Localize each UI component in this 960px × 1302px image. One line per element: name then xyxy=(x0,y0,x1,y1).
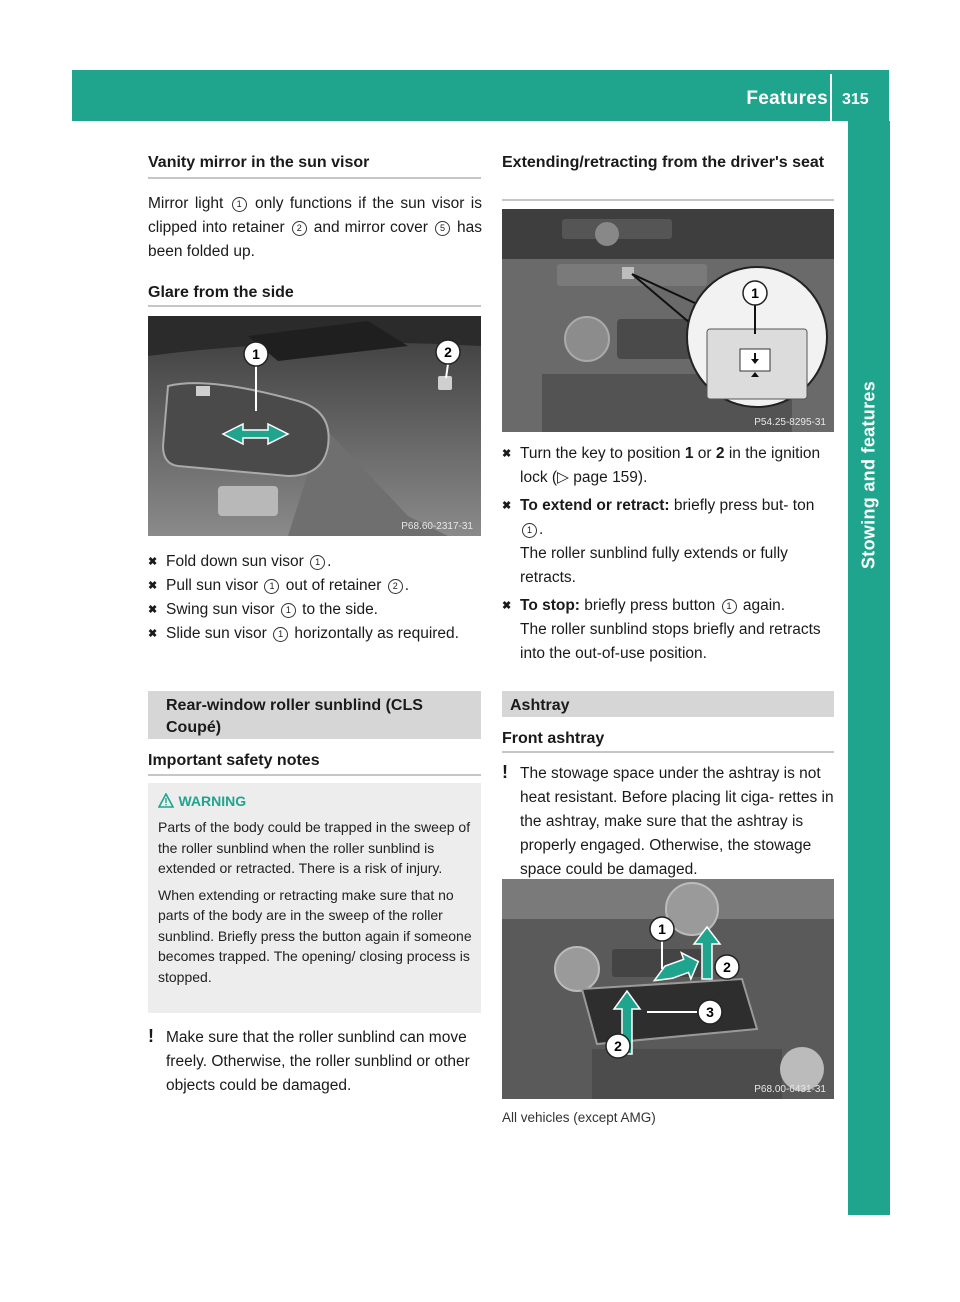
section-banner-sunblind: Rear-window roller sunblind (CLS Coupé) xyxy=(148,691,481,739)
list-item: ✖ Slide sun visor 1 horizontally as required. xyxy=(148,622,482,646)
page-ref-icon: ▷ xyxy=(557,469,569,486)
warning-triangle-icon xyxy=(158,793,174,808)
svg-text:2: 2 xyxy=(444,344,452,360)
figure-code: P68.60-2317-31 xyxy=(401,521,473,532)
chapter-marker xyxy=(848,1173,890,1215)
step-arrow-icon: ✖ xyxy=(148,604,158,616)
notice-icon: ! xyxy=(148,1026,154,1046)
warning-box xyxy=(148,783,481,1013)
section-banner-ashtray: Ashtray xyxy=(502,691,834,717)
roller-sunblind-button-illustration xyxy=(502,209,834,432)
list-item: ✖ To extend or retract: briefly press but- ton 1 . The roller sunblind fully extends or fully retracts. xyxy=(502,494,835,590)
page-number: 315 xyxy=(842,91,869,108)
warning-text: When extending or retracting make sure that no parts of the body are in the sweep of the roller sunblind. Briefly press the button again if someone becomes trapped. The opening/ closing process is stopped. xyxy=(158,886,472,985)
step-arrow-icon: ✖ xyxy=(502,448,512,460)
figure-code: P54.25-8295-31 xyxy=(754,417,826,428)
heading-extending: Extending/retracting from the driver's seat xyxy=(502,154,825,171)
heading-glare: Glare from the side xyxy=(148,284,294,301)
divider xyxy=(502,751,834,753)
step-arrow-icon: ✖ xyxy=(502,500,512,512)
list-item: ✖ To stop: briefly press button 1 again. The roller sunblind stops briefly and retracts into the out-of-use position. xyxy=(502,594,835,666)
header-divider xyxy=(830,74,832,121)
svg-text:3: 3 xyxy=(706,1004,714,1020)
svg-text:1: 1 xyxy=(658,921,666,937)
divider xyxy=(502,199,834,201)
list-item: ✖ Swing sun visor 1 to the side. xyxy=(148,598,482,622)
ashtray-illustration xyxy=(502,879,834,1099)
svg-text:1: 1 xyxy=(252,346,260,362)
svg-text:2: 2 xyxy=(614,1038,622,1054)
figure-caption: All vehicles (except AMG) xyxy=(502,1110,656,1125)
chapter-tab-label: Stowing and features xyxy=(858,380,879,570)
heading-vanity-mirror: Vanity mirror in the sun visor xyxy=(148,154,370,171)
step-arrow-icon: ✖ xyxy=(148,628,158,640)
divider xyxy=(148,177,481,179)
section-title: Features xyxy=(746,88,828,109)
divider xyxy=(148,305,481,307)
chapter-tab xyxy=(848,121,890,1173)
heading-safety-notes: Important safety notes xyxy=(148,752,320,769)
steps-list xyxy=(502,442,835,666)
steps-list xyxy=(148,550,482,646)
svg-text:2: 2 xyxy=(723,959,731,975)
sun-visor-illustration xyxy=(148,316,481,536)
step-arrow-icon: ✖ xyxy=(148,580,158,592)
svg-text:1: 1 xyxy=(751,285,759,301)
note-sunblind: ! Make sure that the roller sunblind can move freely. Otherwise, the roller sunblind or other objects could be damaged. xyxy=(148,1026,470,1094)
list-item: ✖ Pull sun visor 1 out of retainer 2 . xyxy=(148,574,482,598)
figure-code: P68.00-6431-31 xyxy=(754,1084,826,1095)
step-result: The roller sunblind fully extends or fully retracts. xyxy=(520,545,788,586)
note-ashtray: ! The stowage space under the ashtray is not heat resistant. Before placing lit ciga- rettes in the ashtray, make sure that the ashtray is properly engaged. Otherwise, the stowage space could be damaged. xyxy=(502,762,834,878)
warning-text: Parts of the body could be trapped in the sweep of the roller sunblind when the roller sunblind is extended or retracted. There is a risk of injury. xyxy=(158,819,471,876)
divider xyxy=(148,774,481,776)
step-result: The roller sunblind stops briefly and retracts into the out-of-use position. xyxy=(520,621,821,662)
step-arrow-icon: ✖ xyxy=(502,600,512,612)
step-arrow-icon: ✖ xyxy=(148,556,158,568)
list-item: ✖ Turn the key to position 1 or 2 in the ignition lock (▷ page 159). xyxy=(502,442,835,490)
paragraph-mirror-light: Mirror light 1 only functions if the sun visor is clipped into retainer 2 and mirror cover 5 has been folded up. xyxy=(148,195,482,260)
list-item: ✖ Fold down sun visor 1 . xyxy=(148,550,482,574)
notice-icon: ! xyxy=(502,762,508,782)
warning-title: WARNING xyxy=(178,793,247,809)
heading-front-ashtray: Front ashtray xyxy=(502,730,605,747)
